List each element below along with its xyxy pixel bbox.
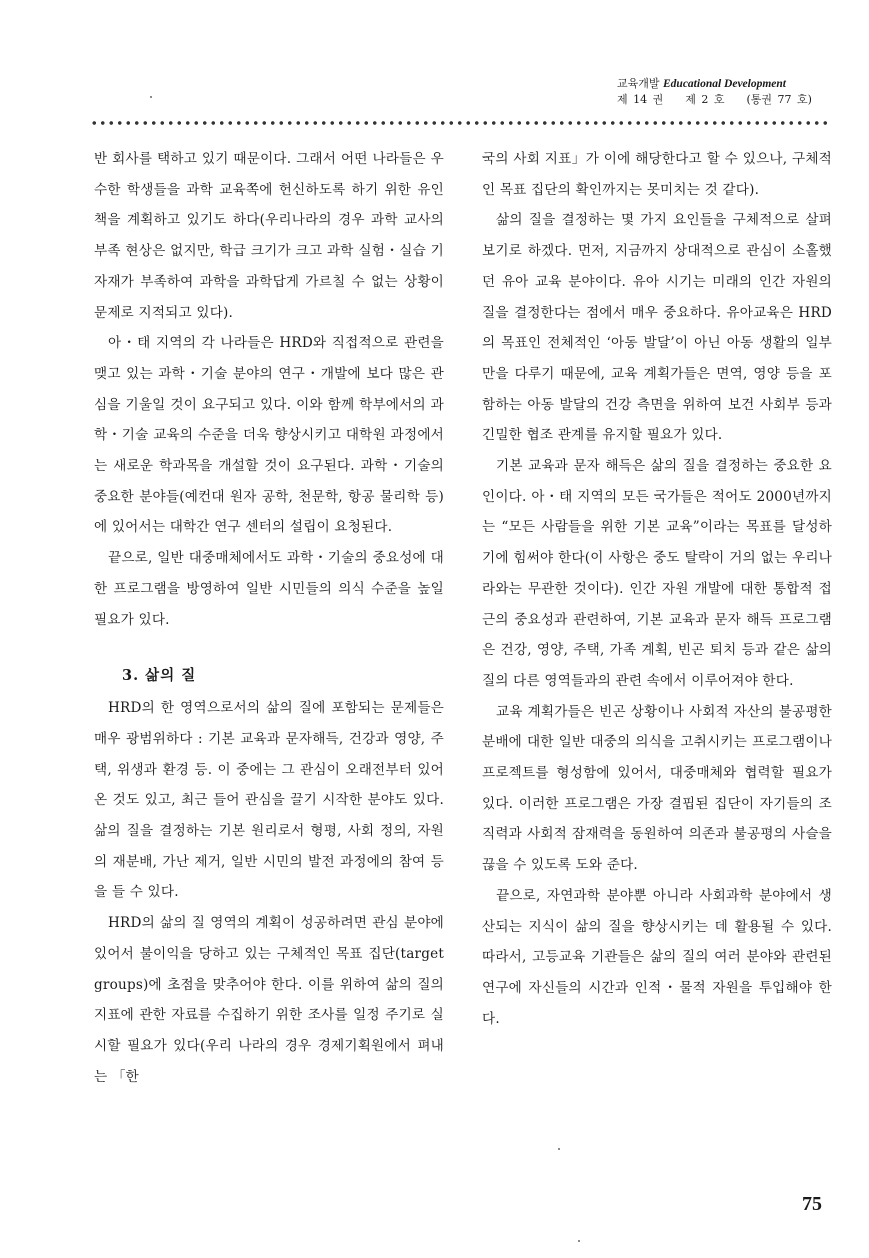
scan-speck — [150, 96, 152, 98]
journal-header — [617, 76, 832, 107]
right-column — [482, 144, 832, 1034]
body-paragraph: HRD의 한 영역으로서의 삶의 질에 포함되는 문제들은 매우 광범위하다 : 기본 교육과 문자해득, 건강과 영양, 주택, 위생과 환경 등. 이 중에는 그 관심이 오래전부터 있어 온 것도 있고, 최근 들어 관심을 끌기 시작한 분야도 있다. 삶의 질을 결정하는 기본 원리로서 형평, 사회 정의, 자원의 재분배, 가난 제거, 일반 시민의 발전 과정에의 참여 등을 들 수 있다. — [94, 700, 444, 901]
section-heading: 3. 삶의 질 — [122, 667, 197, 685]
journal-title-korean: 교육개발 — [617, 77, 660, 90]
serial-label: (통권 77 호) — [746, 93, 812, 106]
body-paragraph: 기본 교육과 문자 해득은 삶의 질을 결정하는 중요한 요인이다. 아・태 지역의 모든 국가들은 적어도 2000년까지는 “모든 사람들을 위한 기본 교육”이라는 목표를 달성하기에 힘써야 한다(이 사항은 중도 탈락이 거의 없는 우리나라와는 무관한 것이다). 인간 자원 개발에 대한 통합적 접근의 중요성과 관련하여, 기본 교육과 문자 해득 프로그램은 건강, 영양, 주택, 가족 계획, 빈곤 퇴치 등과 같은 삶의 질의 다른 영역들과의 관련 속에서 이루어져야 한다. — [482, 458, 832, 689]
body-paragraph: 끝으로, 일반 대중매체에서도 과학・기술의 중요성에 대한 프로그램을 방영하여 일반 시민들의 의식 수준을 높일 필요가 있다. — [94, 550, 444, 628]
body-paragraph: HRD의 삶의 질 영역의 계획이 성공하려면 관심 분야에 있어서 불이익을 당하고 있는 구체적인 목표 집단(target groups)에 초점을 맞추어야 한다. 이를 위하여 삶의 질의 지표에 관한 자료를 수집하기 위한 조사를 일정 주기로 실시할 필요가 있다(우리 나라의 경우 경제기획원에서 펴내는 「한 — [94, 915, 444, 1085]
body-paragraph: 국의 사회 지표」가 이에 해당한다고 할 수 있으나, 구체적인 목표 집단의 확인까지는 못미치는 것 같다). — [482, 151, 832, 198]
scan-speck — [578, 1240, 580, 1242]
issue-label: 제 2 호 — [685, 93, 725, 106]
body-paragraph: 반 회사를 택하고 있기 때문이다. 그래서 어떤 나라들은 우수한 학생들을 과학 교육쪽에 헌신하도록 하기 위한 유인책을 계획하고 있기도 하다(우리나라의 경우 과학 교사의 부족 현상은 없지만, 학급 크기가 크고 과학 실험・실습 기자재가 부족하여 과학을 과학답게 가르칠 수 없는 상황이 문제로 지적되고 있다). — [94, 151, 444, 321]
scan-speck — [558, 1148, 560, 1150]
journal-title — [617, 76, 832, 92]
dotted-divider — [90, 119, 832, 127]
journal-title-english: Educational Development — [663, 78, 786, 90]
body-paragraph: 삶의 질을 결정하는 몇 가지 요인들을 구체적으로 살펴보기로 하겠다. 먼저, 지금까지 상대적으로 관심이 소홀했던 유아 교육 분야이다. 유아 시기는 미래의 인간 자원의 질을 결정한다는 점에서 매우 중요하다. 유아교육은 HRD의 목표인 전체적인 ‘아동 발달’이 아닌 아동 생활의 일부만을 다루기 때문에, 교육 계획가들은 면역, 영양 등을 포함하는 아동 발달의 건강 측면을 위하여 보건 사회부 등과 긴밀한 협조 관계를 유지할 필요가 있다. — [482, 212, 832, 444]
page-number: 75 — [802, 1193, 822, 1215]
left-column — [94, 144, 444, 1092]
journal-issue-info — [617, 92, 832, 107]
volume-label: 제 14 권 — [617, 93, 664, 106]
body-paragraph: 교육 계획가들은 빈곤 상황이나 사회적 자산의 불공평한 분배에 대한 일반 대중의 의식을 고취시키는 프로그램이나 프로젝트를 형성함에 있어서, 대중매체와 협력할 필요가 있다. 이러한 프로그램은 가장 결핍된 집단이 자기들의 조직력과 사회적 잠재력을 동원하여 의존과 불공평의 사슬을 끊을 수 있도록 도와 준다. — [482, 703, 832, 874]
body-paragraph: 아・태 지역의 각 나라들은 HRD와 직접적으로 관련을 맺고 있는 과학・기술 분야의 연구・개발에 보다 많은 관심을 기울일 것이 요구되고 있다. 이와 함께 학부에서의 과학・기술 교육의 수준을 더욱 향상시키고 대학원 과정에서는 새로운 학과목을 개설할 것이 요구된다. 과학・기술의 중요한 분야들(예컨대 원자 공학, 천문학, 항공 물리학 등)에 있어서는 대학간 연구 센터의 설립이 요청된다. — [94, 335, 444, 536]
body-paragraph: 끝으로, 자연과학 분야뿐 아니라 사회과학 분야에서 생산되는 지식이 삶의 질을 향상시키는 데 활용될 수 있다. 따라서, 고등교육 기관들은 삶의 질의 여러 분야와 관련된 연구에 자신들의 시간과 인적・물적 자원을 투입해야 한다. — [482, 887, 832, 1027]
